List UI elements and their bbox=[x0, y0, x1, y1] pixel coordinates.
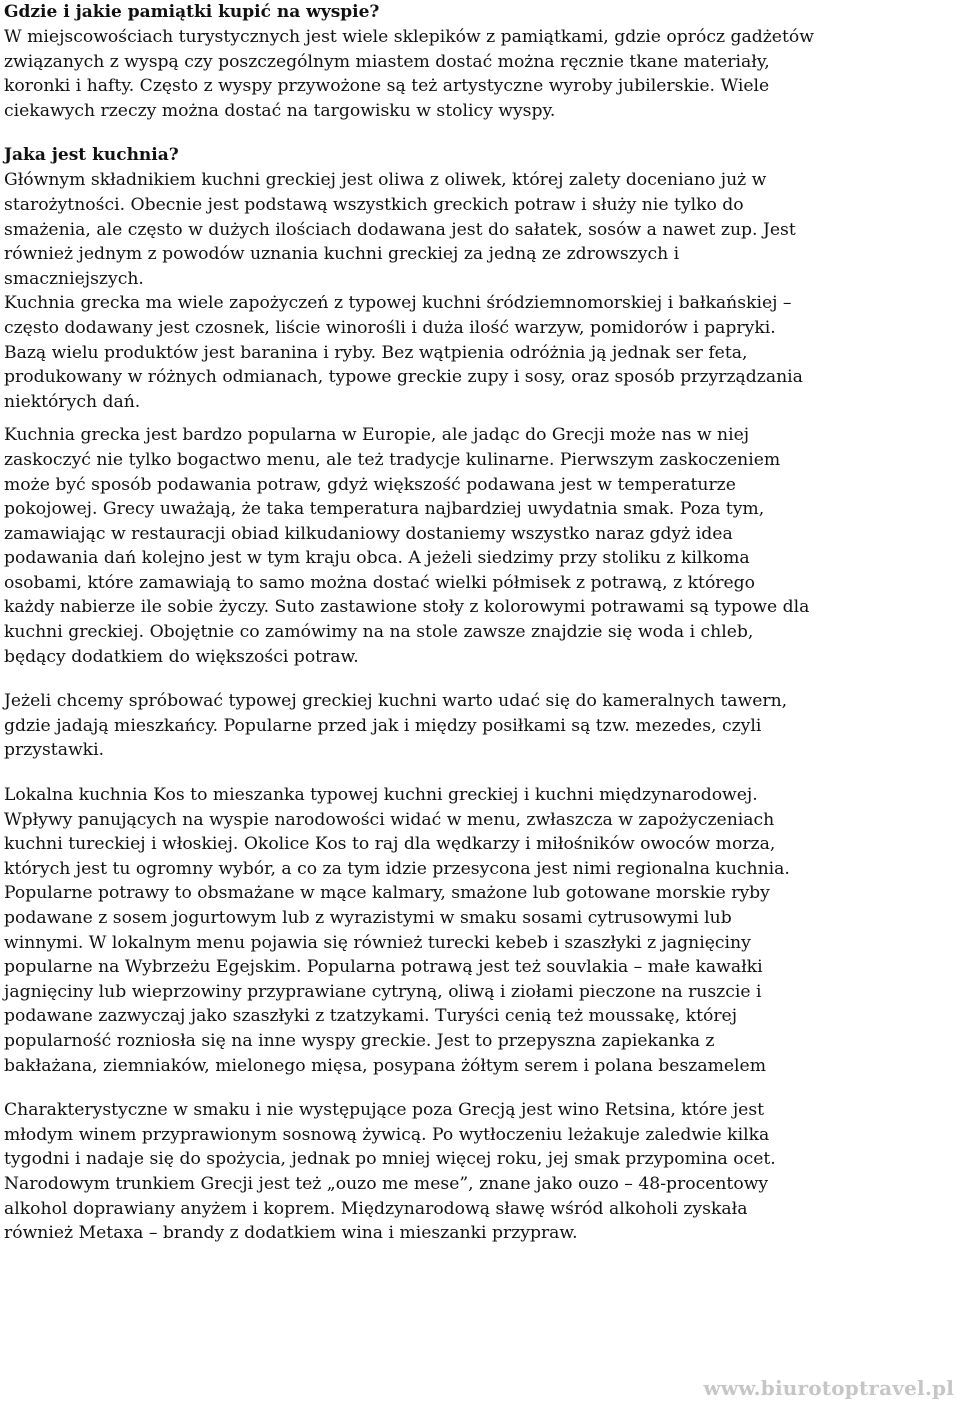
text-line: smaczniejszych. bbox=[4, 268, 144, 289]
text-line: kuchni tureckiej i włoskiej. Okolice Kos to raj dla wędkarzy i miłośników owoców morza, bbox=[4, 834, 776, 855]
text-line: Jeżeli chcemy spróbować typowej greckiej kuchni warto udać się do kameralnych tawern, bbox=[4, 691, 788, 712]
text-line: niektórych dań. bbox=[4, 391, 141, 412]
section-cuisine bbox=[4, 143, 956, 1245]
text-line: winnymi. W lokalnym menu pojawia się również turecki kebeb i szaszłyki z jagnięciny bbox=[4, 932, 751, 953]
text-line: podawania dań kolejno jest w tym kraju obca. A jeżeli siedzimy przy stoliku z kilkoma bbox=[4, 548, 750, 569]
footer-watermark: www.biurotoptravel.pl bbox=[703, 1376, 954, 1400]
text-line: Bazą wielu produktów jest baranina i ryby. Bez wątpienia odróżnia ją jednak ser feta, bbox=[4, 342, 748, 363]
text-line: tygodni i nadaje się do spożycia, jednak po mniej więcej roku, jej smak przypomina ocet. bbox=[4, 1149, 776, 1170]
text-line: będący dodatkiem do większości potraw. bbox=[4, 646, 359, 667]
text-line: produkowany w różnych odmianach, typowe greckie zupy i sosy, oraz sposób przyrządzania bbox=[4, 367, 803, 388]
text-line: młodym winem przyprawionym sosnową żywicą. Po wytłoczeniu leżakuje zaledwie kilka bbox=[4, 1124, 770, 1145]
paragraph-drinks bbox=[4, 1098, 956, 1246]
text-line: alkohol doprawiany anyżem i koprem. Międzynarodową sławę wśród alkoholi zyskała bbox=[4, 1198, 748, 1219]
text-line: pokojowej. Grecy uważają, że taka temperatura najbardziej uwydatnia smak. Poza tym, bbox=[4, 499, 765, 520]
paragraph-influences bbox=[4, 291, 956, 414]
text-line: W miejscowościach turystycznych jest wiele sklepików z pamiątkami, gdzie oprócz gadżetów bbox=[4, 27, 814, 47]
text-line: Narodowym trunkiem Grecji jest też „ouzo me mese”, znane jako ouzo – 48-procentowy bbox=[4, 1173, 769, 1194]
text-line: również jednym z powodów uznania kuchni greckiej za jedną ze zdrowszych i bbox=[4, 244, 680, 265]
text-line: których jest tu ogromny wybór, a co za tym idzie przesycona jest nimi regionalna kuchnia. bbox=[4, 858, 790, 879]
text-line: jagnięciny lub wieprzowiny przyprawiane cytryną, oliwą i ziołami pieczone na ruszcie i bbox=[4, 981, 762, 1002]
paragraph-local-cuisine bbox=[4, 783, 956, 1078]
text-line: kuchni greckiej. Obojętnie co zamówimy na na stole zawsze znajdzie się woda i chleb, bbox=[4, 622, 754, 643]
text-line: popularne na Wybrzeżu Egejskim. Popularna potrawą jest też souvlakia – małe kawałki bbox=[4, 957, 763, 978]
paragraph-souvenirs bbox=[4, 25, 956, 123]
heading-cuisine: Jaka jest kuchnia? bbox=[4, 145, 179, 166]
text-line: Kuchnia grecka jest bardzo popularna w Europie, ale jadąc do Grecji może nas w niej bbox=[4, 425, 750, 446]
text-line: ciekawych rzeczy można dostać na targowisku w stolicy wyspy. bbox=[4, 100, 556, 121]
text-line: zamawiając w restauracji obiad kilkudaniowy dostaniemy wszystko naraz gdyż idea bbox=[4, 523, 733, 544]
text-line: gdzie jadają mieszkańcy. Popularne przed jak i między posiłkami są tzw. mezedes, czyli bbox=[4, 715, 762, 736]
text-line: Głównym składnikiem kuchni greckiej jest oliwa z oliwek, której zalety doceniano już w bbox=[4, 170, 767, 191]
text-line: osobami, które zamawiają to samo można dostać wielki półmisek z potrawą, z którego bbox=[4, 572, 756, 593]
section-souvenirs bbox=[4, 0, 956, 123]
paragraph-olive-oil bbox=[4, 168, 956, 291]
text-line: Popularne potrawy to obsmażane w mące kalmary, smażone lub gotowane morskie ryby bbox=[4, 883, 770, 904]
text-line: również Metaxa – brandy z dodatkiem wina i mieszanki przypraw. bbox=[4, 1223, 578, 1244]
text-line: bakłażana, ziemniaków, mielonego mięsa, posypana żółtym serem i polana beszamelem bbox=[4, 1055, 767, 1076]
document-body bbox=[4, 0, 956, 1246]
text-line: może być sposób podawania potraw, gdyż większość podawana jest w temperaturze bbox=[4, 474, 736, 495]
text-line: Wpływy panujących na wyspie narodowości widać w menu, zwłaszcza w zapożyczeniach bbox=[4, 809, 775, 830]
text-line: Lokalna kuchnia Kos to mieszanka typowej kuchni greckiej i kuchni międzynarodowej. bbox=[4, 785, 758, 806]
text-line: podawane z sosem jogurtowym lub z wyrazistymi w smaku sosami cytrusowymi lub bbox=[4, 908, 732, 928]
text-line: podawane zazwyczaj jako szaszłyki z tzatzykami. Turyści cenią też moussakę, której bbox=[4, 1006, 738, 1027]
text-line: smażenia, ale często w dużych ilościach dodawana jest do sałatek, sosów a nawet zup. Jest bbox=[4, 219, 796, 240]
text-line: starożytności. Obecnie jest podstawą wszystkich greckich potraw i służy nie tylko do bbox=[4, 194, 744, 215]
text-line: przystawki. bbox=[4, 740, 105, 761]
text-line: każdy nabierze ile sobie życzy. Suto zastawione stoły z kolorowymi potrawami są typowe dla bbox=[4, 597, 810, 618]
text-line: popularność rozniosła się na inne wyspy greckie. Jest to przepyszna zapiekanka z bbox=[4, 1030, 715, 1051]
text-line: Kuchnia grecka ma wiele zapożyczeń z typowej kuchni śródziemnomorskiej i bałkańskiej – bbox=[4, 293, 792, 314]
paragraph-tavernas bbox=[4, 689, 956, 763]
text-line: często dodawany jest czosnek, liście winorośli i duża ilość warzyw, pomidorów i papryki. bbox=[4, 317, 776, 338]
text-line: związanych z wyspą czy poszczególnym miastem dostać można ręcznie tkane materiały, bbox=[4, 51, 770, 72]
paragraph-traditions bbox=[4, 423, 956, 669]
text-line: koronki i hafty. Często z wyspy przywożone są też artystyczne wyroby jubilerskie. Wiele bbox=[4, 76, 770, 97]
text-line: Charakterystyczne w smaku i nie występujące poza Grecją jest wino Retsina, które jest bbox=[4, 1100, 765, 1121]
text-line: zaskoczyć nie tylko bogactwo menu, ale też tradycje kulinarne. Pierwszym zaskoczeniem bbox=[4, 449, 781, 470]
heading-souvenirs: Gdzie i jakie pamiątki kupić na wyspie? bbox=[4, 2, 380, 22]
